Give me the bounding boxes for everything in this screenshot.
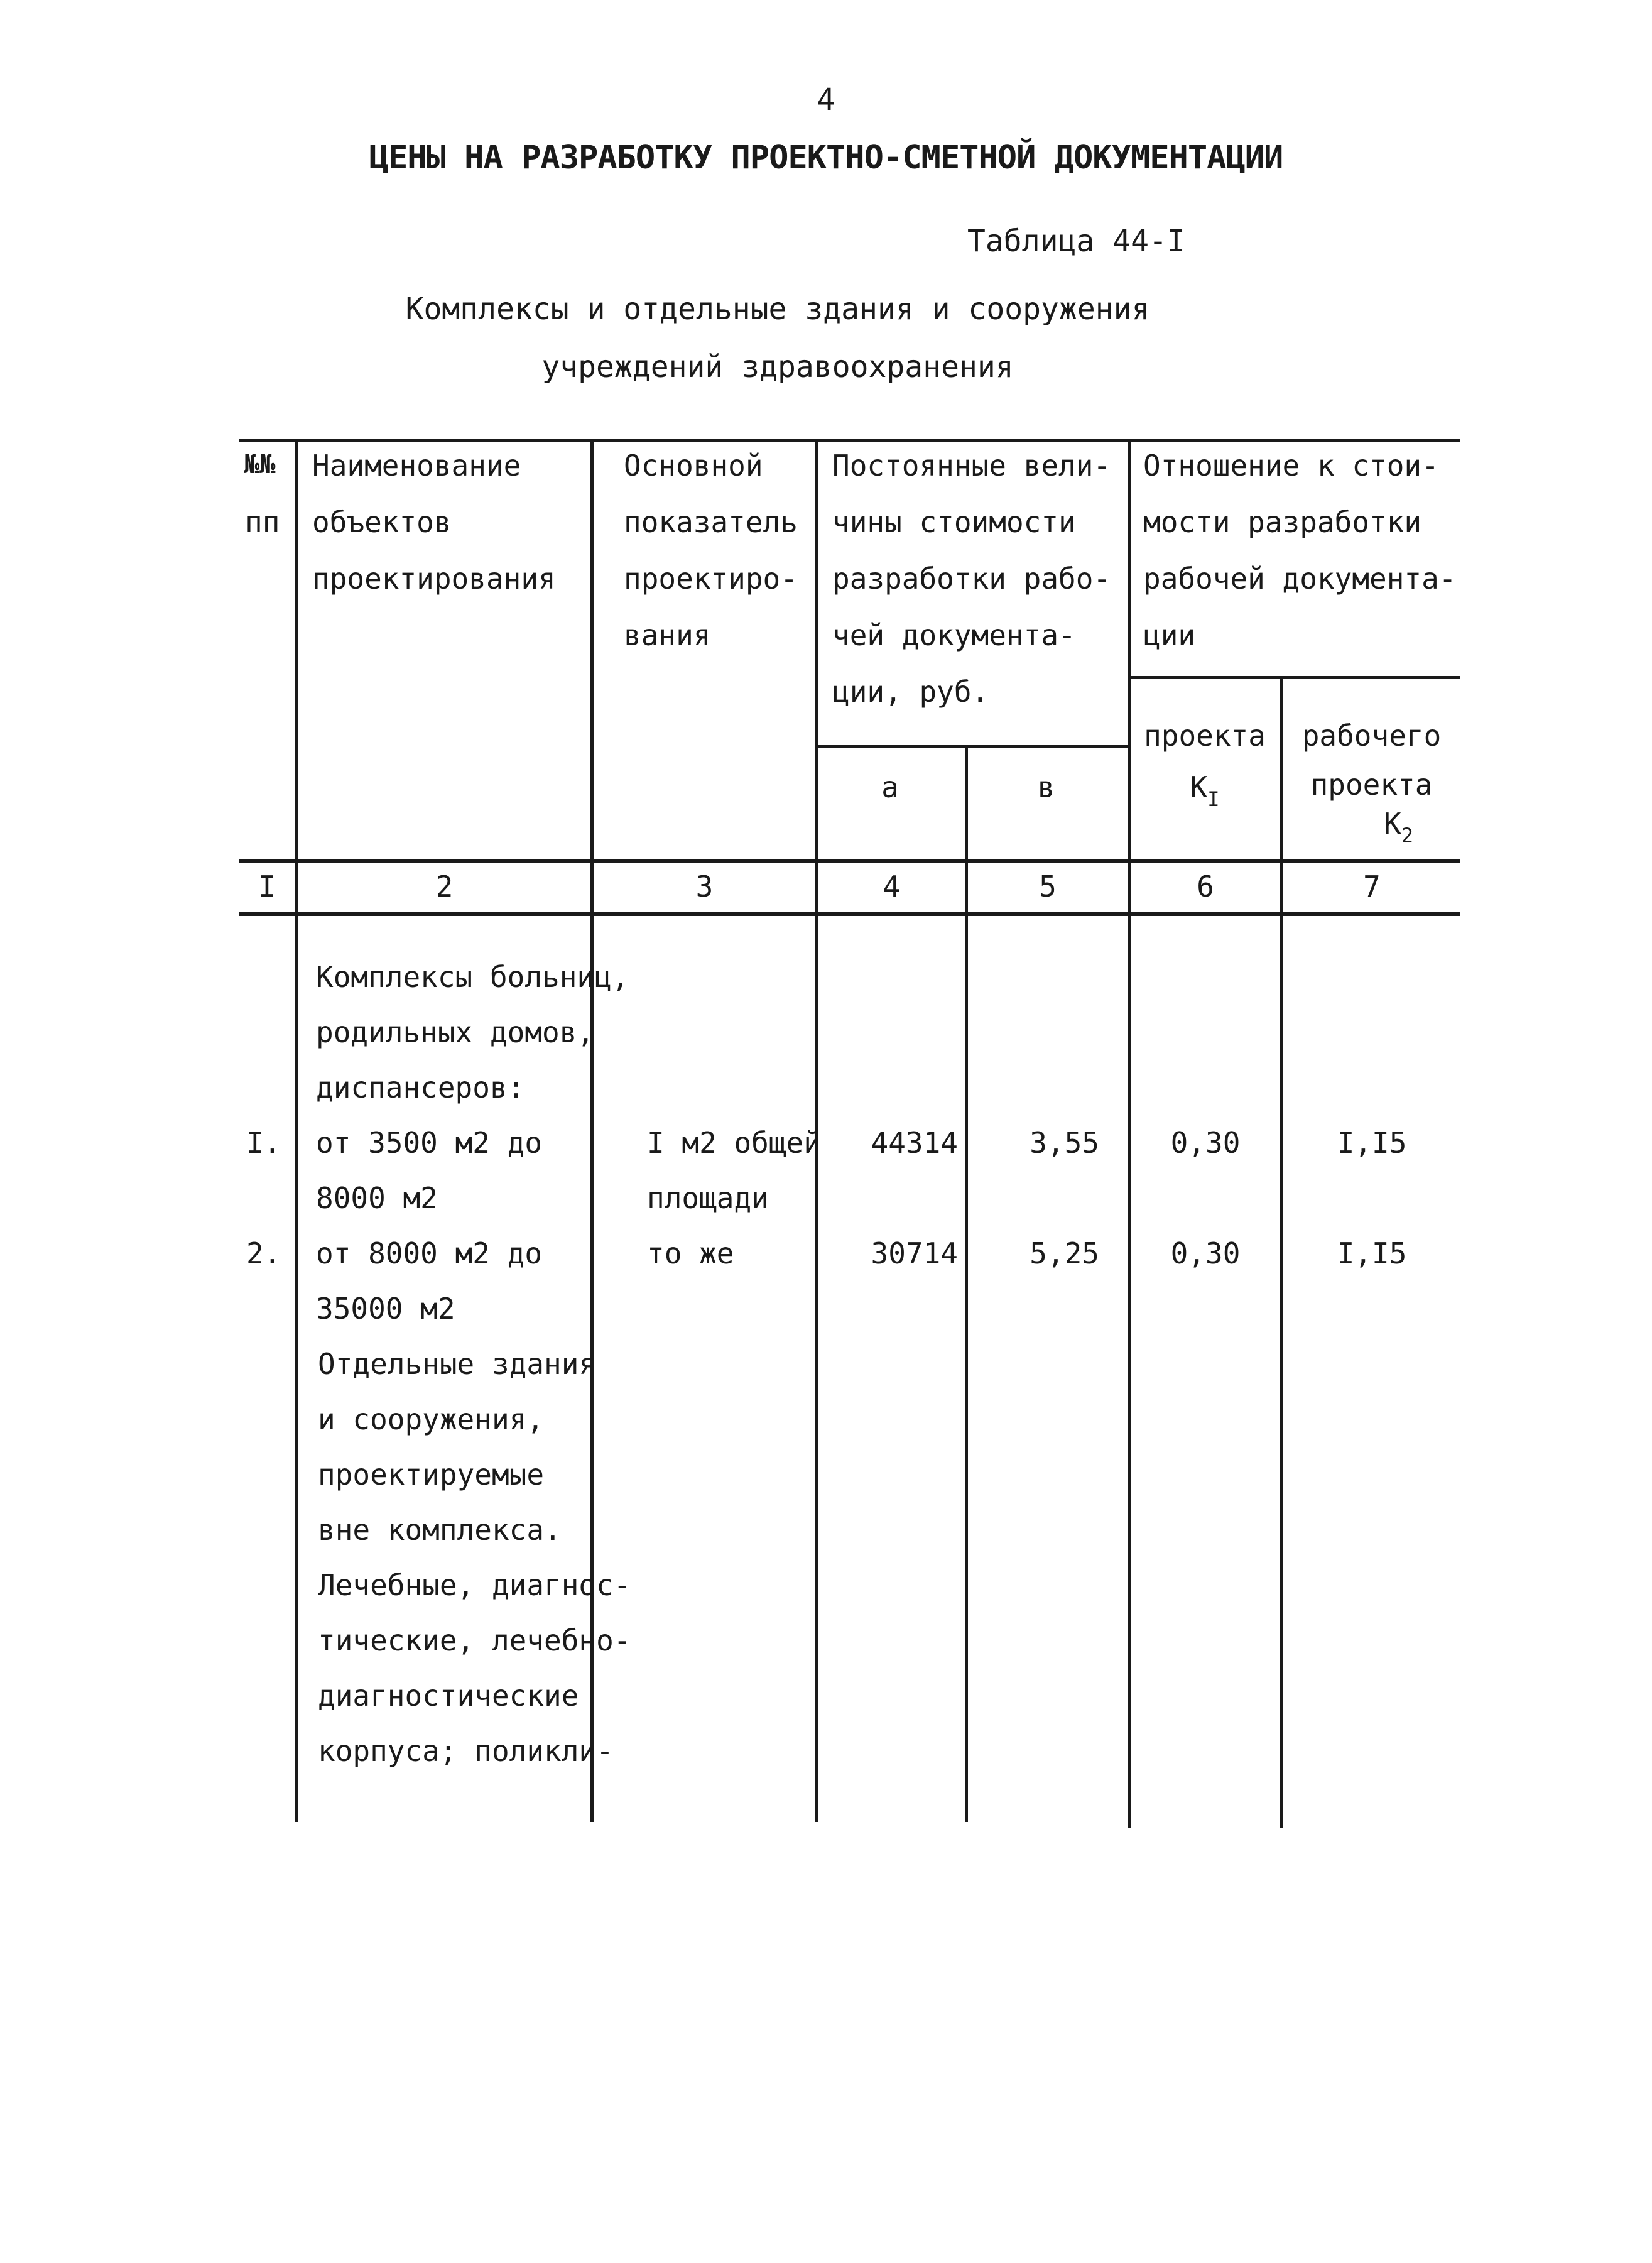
group-heading-line1: Комплексы больниц, bbox=[316, 960, 629, 994]
col-divider-4 bbox=[965, 745, 968, 1822]
row-1-value-a: 44314 bbox=[871, 1126, 958, 1160]
row-2-number: 2. bbox=[246, 1236, 281, 1270]
header-col6-k-sub: I bbox=[1207, 787, 1220, 811]
row-1-indicator-line1: I м2 общей bbox=[647, 1126, 821, 1160]
header-col7-k-sub: 2 bbox=[1401, 824, 1413, 848]
header-col7-k: K bbox=[1384, 807, 1401, 841]
row-2-name-line2: 35000 м2 bbox=[316, 1292, 455, 1326]
col-number-1: I bbox=[258, 870, 276, 903]
header-col6-k: K bbox=[1190, 770, 1208, 804]
header-col67-line3: рабочей документа- bbox=[1143, 562, 1457, 596]
tail-text-line3: проектируемые bbox=[318, 1458, 545, 1491]
row-2-indicator-line1: то же bbox=[647, 1236, 734, 1270]
header-col67-line4: ции bbox=[1143, 618, 1196, 652]
page-number: 4 bbox=[817, 82, 835, 117]
tail-text-line4: вне комплекса. bbox=[318, 1513, 562, 1547]
group-heading-line2: родильных домов, bbox=[316, 1015, 595, 1049]
header-col3-line1: Основной bbox=[624, 449, 763, 483]
tail-text-line2: и сооружения, bbox=[318, 1402, 545, 1436]
row-1-number: I. bbox=[246, 1126, 281, 1160]
row-1-k1: 0,30 bbox=[1170, 1126, 1241, 1160]
header-col7-sub-line1: рабочего bbox=[1301, 719, 1442, 753]
tail-text-line7: диагностические bbox=[318, 1679, 579, 1713]
row-2-k2: I,I5 bbox=[1337, 1236, 1407, 1270]
col-divider-2 bbox=[590, 440, 594, 1822]
row-1-indicator-line2: площади bbox=[647, 1181, 769, 1215]
header-col45-line1: Постоянные вели- bbox=[832, 449, 1111, 483]
header-col45-line4: чей документа- bbox=[832, 618, 1076, 652]
col-divider-1 bbox=[295, 440, 298, 1822]
row-1-k2: I,I5 bbox=[1337, 1126, 1407, 1160]
col-number-4: 4 bbox=[883, 870, 901, 903]
row-2-k1: 0,30 bbox=[1170, 1236, 1241, 1270]
row-2-value-b: 5,25 bbox=[1030, 1236, 1099, 1270]
row-2-value-a: 30714 bbox=[871, 1236, 958, 1270]
header-col2-line2: объектов bbox=[312, 505, 452, 539]
header-col45-line5: ции, руб. bbox=[832, 675, 989, 709]
col-number-5: 5 bbox=[1039, 870, 1057, 903]
header-col2-line1: Наименование bbox=[312, 449, 521, 483]
col-number-3: 3 bbox=[695, 870, 714, 903]
col-number-6: 6 bbox=[1197, 870, 1214, 903]
col-number-7: 7 bbox=[1363, 870, 1381, 903]
row-1-value-b: 3,55 bbox=[1030, 1126, 1099, 1160]
table-subtitle-line-2: учреждений здравоохранения bbox=[541, 349, 1014, 384]
tail-text-line8: корпуса; поликли- bbox=[318, 1734, 614, 1768]
header-col1-line1: №№ bbox=[244, 449, 276, 479]
tail-text-line5: Лечебные, диагнос- bbox=[318, 1568, 631, 1602]
col-number-2: 2 bbox=[435, 870, 454, 903]
subheader-rule-const bbox=[815, 745, 1128, 748]
group-heading-line3: диспансеров: bbox=[316, 1071, 525, 1104]
header-col6-coefficient bbox=[1129, 770, 1280, 811]
table-subtitle-line-1: Комплексы и отдельные здания и сооружения bbox=[405, 292, 1150, 327]
row-1-name-line1: от 3500 м2 до bbox=[316, 1126, 543, 1160]
table-top-rule bbox=[239, 439, 1460, 442]
tail-text-line6: тические, лечебно- bbox=[318, 1623, 631, 1657]
header-col1-line2: пп bbox=[245, 505, 280, 539]
document-title: ЦЕНЫ НА РАЗРАБОТКУ ПРОЕКТНО-СМЕТНОЙ ДОКУМЕНТАЦИИ bbox=[369, 139, 1283, 177]
header-col45-line2: чины стоимости bbox=[832, 505, 1076, 539]
header-col3-line2: показатель bbox=[624, 505, 798, 539]
header-col7-sub-line2: проекта bbox=[1310, 768, 1433, 802]
subheader-rule-ratio bbox=[1128, 676, 1460, 679]
header-col3-line4: вания bbox=[624, 618, 711, 652]
row-2-name-line1: от 8000 м2 до bbox=[316, 1236, 543, 1270]
table-number: Таблица 44-I bbox=[967, 224, 1185, 259]
header-col45-line3: разработки рабо- bbox=[832, 562, 1111, 596]
tail-text-line1: Отдельные здания bbox=[318, 1347, 597, 1381]
header-bottom-rule bbox=[239, 859, 1460, 863]
header-col3-line3: проектиро- bbox=[624, 562, 798, 596]
header-col6-sub: проекта bbox=[1144, 719, 1266, 753]
row-1-name-line2: 8000 м2 bbox=[316, 1181, 438, 1215]
header-col7-coefficient bbox=[1310, 807, 1487, 848]
header-col67-line1: Отношение к стои- bbox=[1143, 449, 1439, 483]
header-col67-line2: мости разработки bbox=[1143, 505, 1422, 539]
header-col5-sub: в bbox=[1037, 770, 1055, 804]
header-col2-line3: проектирования bbox=[312, 562, 556, 596]
header-col4-sub: а bbox=[881, 770, 899, 804]
col-numbers-bottom-rule bbox=[239, 912, 1460, 916]
